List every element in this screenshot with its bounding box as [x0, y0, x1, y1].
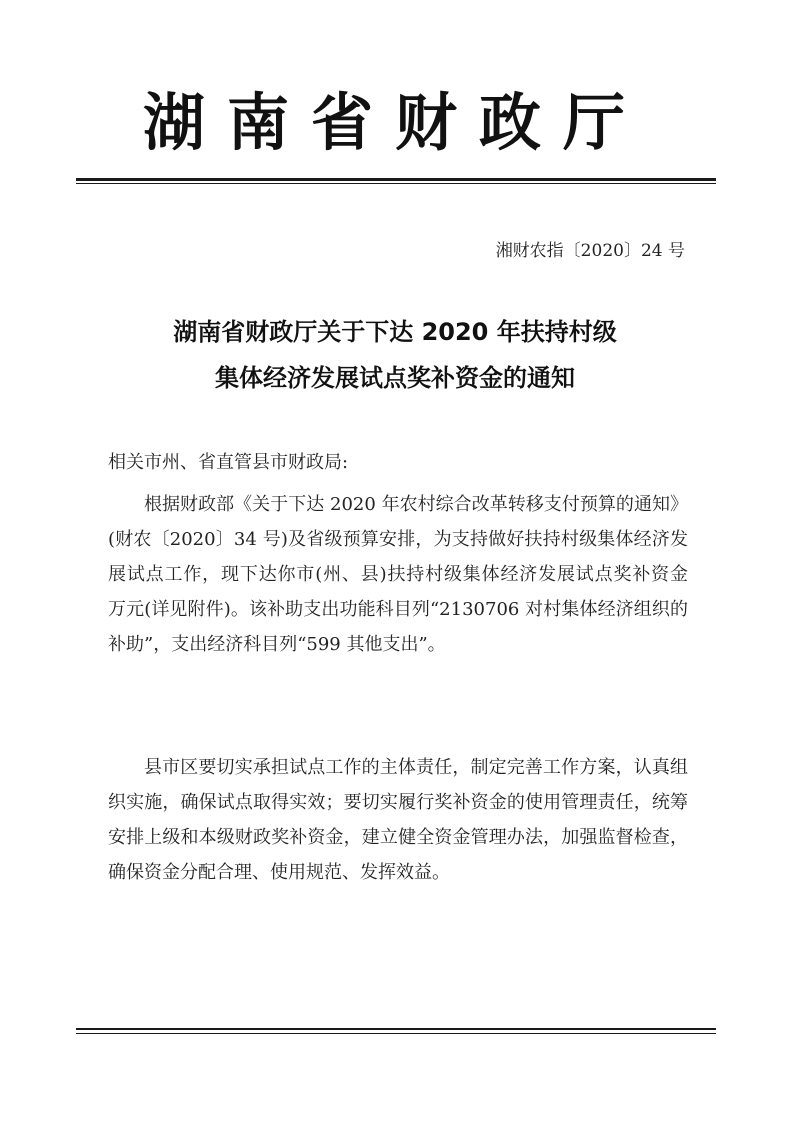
body-paragraph-1: 根据财政部《关于下达 2020 年农村综合改革转移支付预算的通知》(财农〔2020〕34 号)及省级预算安排，为支持做好扶持村级集体经济发展试点工作，现下达你市(州、县)扶持村级集体经济发展试点奖补资金 万元(详见附件)。该补助支出功能科目列“2130706 对村集体经济组织的补助”，支出经济科目列“599 其他支出”。 — [108, 494, 724, 655]
salutation: 相关市州、省直管县市财政局: — [108, 452, 349, 473]
body-paragraph-2: 县市区要切实承担试点工作的主体责任，制定完善工作方案，认真组织实施，确保试点取得实效；要切实履行奖补资金的使用管理责任，统筹安排上级和本级财政奖补资金，建立健全资金管理办法，加强监督检查，确保资金分配合理、使用规范、发挥效益。 — [108, 757, 688, 883]
footer-rule-thick — [76, 1028, 716, 1030]
masthead-rule-thin — [76, 183, 716, 184]
document-number: 湘财农指〔2020〕24 号 — [495, 241, 685, 261]
title-line-1: 湖南省财政厅关于下达 2020 年扶持村级 — [173, 318, 617, 346]
masthead-rule-thick — [76, 178, 716, 181]
masthead-org-name: 湖南省财政厅 — [142, 86, 647, 159]
title-line-2: 集体经济发展试点奖补资金的通知 — [215, 364, 575, 392]
footer-rule-thin — [76, 1033, 716, 1034]
